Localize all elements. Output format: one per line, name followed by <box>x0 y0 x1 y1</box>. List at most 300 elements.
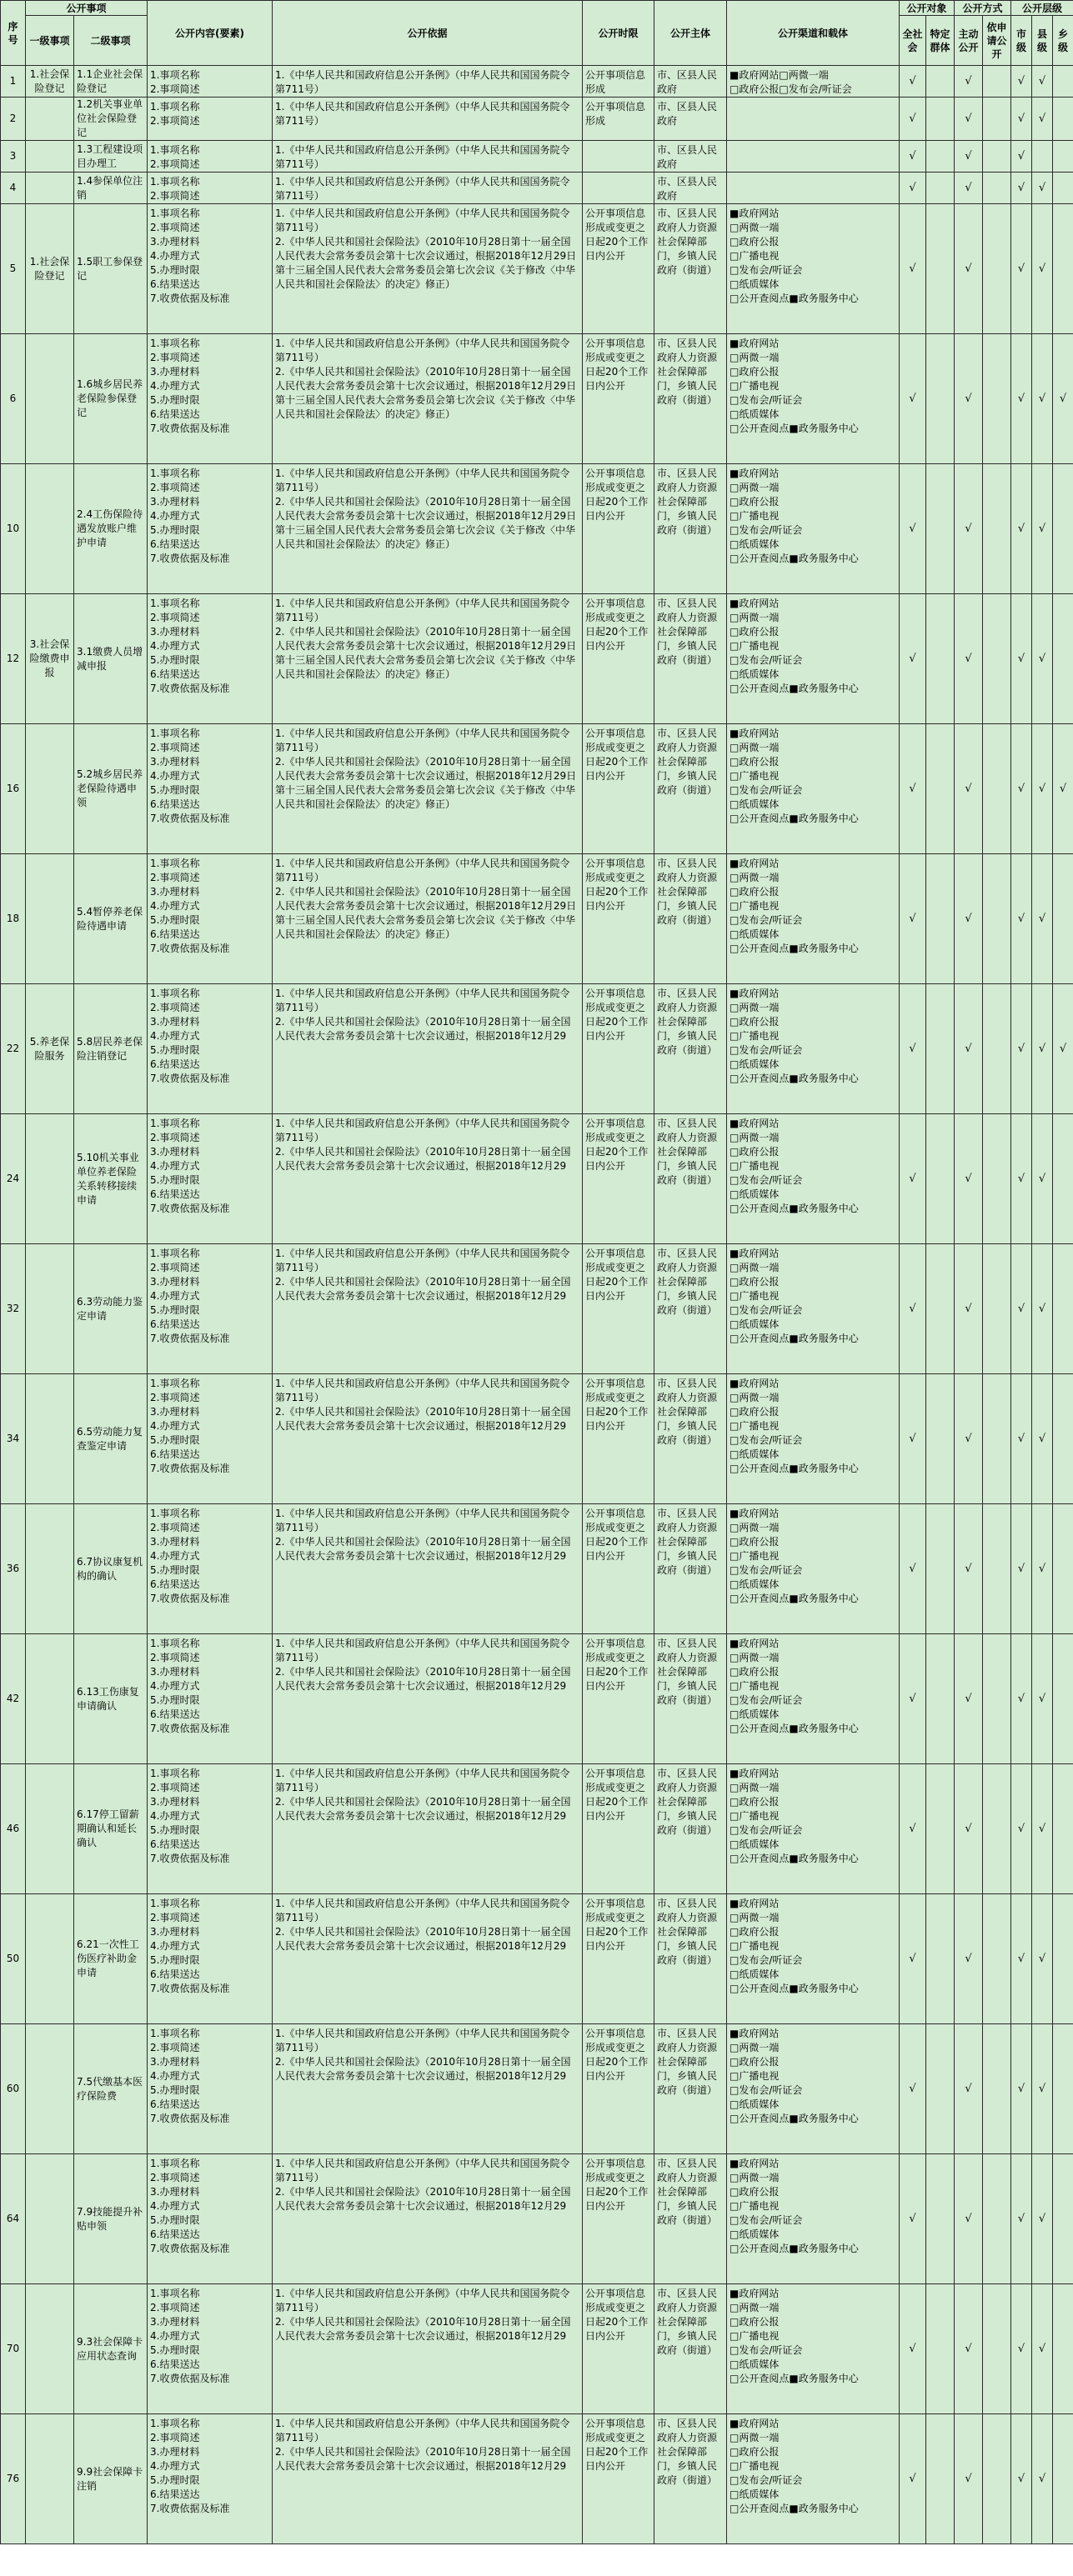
row-target-all: √ <box>900 854 926 984</box>
row-subject: 市、区县人民政府人力资源社会保障部门，乡镇人民政府（街道） <box>654 2024 727 2154</box>
row-level-city: √ <box>1011 2414 1032 2544</box>
row-level-city: √ <box>1011 724 1032 854</box>
row-target-group <box>926 2414 955 2544</box>
row-seq: 3 <box>1 141 26 173</box>
row-level1 <box>26 1114 74 1244</box>
row-target-all: √ <box>900 1114 926 1244</box>
row-method-active: √ <box>955 2414 983 2544</box>
row-method-active: √ <box>955 141 983 173</box>
row-level1 <box>26 1764 74 1894</box>
row-basis: 1.《中华人民共和国政府信息公开条例》（中华人民共和国国务院令第711号） <box>273 173 583 204</box>
row-basis: 1.《中华人民共和国政府信息公开条例》（中华人民共和国国务院令第711号） <box>273 66 583 98</box>
row-level-town <box>1053 1894 1073 2024</box>
row-target-all: √ <box>900 1374 926 1504</box>
row-time: 公开事项信息形成或变更之日起20个工作日内公开 <box>583 1244 654 1374</box>
row-method-apply <box>983 1504 1011 1634</box>
row-target-group <box>926 173 955 204</box>
row-level1 <box>26 173 74 204</box>
row-target-all: √ <box>900 1244 926 1374</box>
row-seq: 64 <box>1 2154 26 2284</box>
row-seq: 24 <box>1 1114 26 1244</box>
table-row <box>1 1374 1073 1504</box>
row-target-all: √ <box>900 204 926 334</box>
row-seq: 1 <box>1 66 26 98</box>
row-channel: ■政府网站 □两微一端 □政府公报 □广播电视 □发布会/听证会 □纸质媒体 □公开查阅点■政务服务中心 <box>727 1374 900 1504</box>
row-level1: 1.社会保险登记 <box>26 66 74 98</box>
row-content: 1.事项名称 2.事项简述 3.办理材料 4.办理方式 5.办理时限 6.结果送达 7.收费依据及标准 <box>148 1634 273 1764</box>
row-content: 1.事项名称 2.事项简述 <box>148 173 273 204</box>
row-target-all: √ <box>900 1634 926 1764</box>
row-level-city: √ <box>1011 984 1032 1114</box>
row-level1 <box>26 2414 74 2544</box>
row-content: 1.事项名称 2.事项简述 3.办理材料 4.办理方式 5.办理时限 6.结果送达 7.收费依据及标准 <box>148 724 273 854</box>
row-seq: 60 <box>1 2024 26 2154</box>
row-method-apply <box>983 854 1011 984</box>
row-basis: 1.《中华人民共和国政府信息公开条例》（中华人民共和国国务院令第711号） 2.《中华人民共和国社会保险法》（2010年10月28日第十一届全国人民代表大会常务委员会第十七次会议通过，根据2018年12月29日第十三届全国人民代表大会常务委员会第七次会议《关于修改〈中华人民共和国社会保险法〉的决定》修正） <box>273 334 583 464</box>
row-basis: 1.《中华人民共和国政府信息公开条例》（中华人民共和国国务院令第711号） 2.《中华人民共和国社会保险法》（2010年10月28日第十一届全国人民代表大会常务委员会第十七次会议通过，根据2018年12月29 <box>273 1894 583 2024</box>
row-seq: 2 <box>1 98 26 141</box>
row-subject: 市、区县人民政府人力资源社会保障部门，乡镇人民政府（街道） <box>654 204 727 334</box>
row-basis: 1.《中华人民共和国政府信息公开条例》（中华人民共和国国务院令第711号） 2.《中华人民共和国社会保险法》（2010年10月28日第十一届全国人民代表大会常务委员会第十七次会议通过，根据2018年12月29 <box>273 1764 583 1894</box>
row-level-county: √ <box>1032 724 1053 854</box>
row-level-town <box>1053 464 1073 594</box>
row-level2: 3.1缴费人员增减申报 <box>74 594 148 724</box>
row-time: 公开事项信息形成或变更之日起20个工作日内公开 <box>583 1894 654 2024</box>
row-method-apply <box>983 2284 1011 2414</box>
table-row <box>1 66 1073 98</box>
row-level-city: √ <box>1011 464 1032 594</box>
row-method-apply <box>983 1764 1011 1894</box>
row-basis: 1.《中华人民共和国政府信息公开条例》（中华人民共和国国务院令第711号） 2.《中华人民共和国社会保险法》（2010年10月28日第十一届全国人民代表大会常务委员会第十七次会议通过，根据2018年12月29 <box>273 2154 583 2284</box>
row-level-county: √ <box>1032 173 1053 204</box>
table-row <box>1 141 1073 173</box>
table-row <box>1 173 1073 204</box>
table-row <box>1 1764 1073 1894</box>
row-level-city: √ <box>1011 1634 1032 1764</box>
row-method-apply <box>983 66 1011 98</box>
header-level1: 一级事项 <box>26 16 74 66</box>
row-level-town <box>1053 2154 1073 2284</box>
row-level-city: √ <box>1011 173 1032 204</box>
row-target-all: √ <box>900 1894 926 2024</box>
row-method-apply <box>983 1244 1011 1374</box>
row-level-city: √ <box>1011 854 1032 984</box>
row-content: 1.事项名称 2.事项简述 3.办理材料 4.办理方式 5.办理时限 6.结果送达 7.收费依据及标准 <box>148 854 273 984</box>
row-time: 公开事项信息形成或变更之日起20个工作日内公开 <box>583 984 654 1114</box>
row-level-town <box>1053 2024 1073 2154</box>
row-content: 1.事项名称 2.事项简述 3.办理材料 4.办理方式 5.办理时限 6.结果送达 7.收费依据及标准 <box>148 2414 273 2544</box>
row-target-all: √ <box>900 2154 926 2284</box>
row-content: 1.事项名称 2.事项简述 <box>148 66 273 98</box>
row-target-all: √ <box>900 66 926 98</box>
row-basis: 1.《中华人民共和国政府信息公开条例》（中华人民共和国国务院令第711号） 2.《中华人民共和国社会保险法》（2010年10月28日第十一届全国人民代表大会常务委员会第十七次会议通过，根据2018年12月29日第十三届全国人民代表大会常务委员会第七次会议《关于修改〈中华人民共和国社会保险法〉的决定》修正） <box>273 724 583 854</box>
row-level-town: √ <box>1053 724 1073 854</box>
row-channel <box>727 98 900 141</box>
row-level2: 1.5职工参保登记 <box>74 204 148 334</box>
table-row <box>1 1504 1073 1634</box>
row-level-town <box>1053 854 1073 984</box>
row-level-county: √ <box>1032 984 1053 1114</box>
row-content: 1.事项名称 2.事项简述 3.办理材料 4.办理方式 5.办理时限 6.结果送达 7.收费依据及标准 <box>148 334 273 464</box>
row-method-active: √ <box>955 984 983 1114</box>
row-level1 <box>26 334 74 464</box>
row-basis: 1.《中华人民共和国政府信息公开条例》（中华人民共和国国务院令第711号） 2.《中华人民共和国社会保险法》（2010年10月28日第十一届全国人民代表大会常务委员会第十七次会议通过，根据2018年12月29 <box>273 1114 583 1244</box>
row-seq: 6 <box>1 334 26 464</box>
row-target-group <box>926 204 955 334</box>
row-channel: ■政府网站 □两微一端 □政府公报 □广播电视 □发布会/听证会 □纸质媒体 □公开查阅点■政务服务中心 <box>727 334 900 464</box>
row-time: 公开事项信息形成或变更之日起20个工作日内公开 <box>583 594 654 724</box>
row-level2: 2.4工伤保险待遇发放账户维护申请 <box>74 464 148 594</box>
row-level-city: √ <box>1011 334 1032 464</box>
row-subject: 市、区县人民政府人力资源社会保障部门，乡镇人民政府（街道） <box>654 1244 727 1374</box>
row-level-county: √ <box>1032 1634 1053 1764</box>
header-content: 公开内容(要素) <box>148 1 273 66</box>
row-method-apply <box>983 334 1011 464</box>
row-level2: 1.6城乡居民养老保险参保登记 <box>74 334 148 464</box>
row-method-active: √ <box>955 1764 983 1894</box>
row-method-active: √ <box>955 594 983 724</box>
row-target-all: √ <box>900 1504 926 1634</box>
row-target-group <box>926 2024 955 2154</box>
row-method-active: √ <box>955 173 983 204</box>
row-level-county: √ <box>1032 1894 1053 2024</box>
row-seq: 18 <box>1 854 26 984</box>
row-level-county: √ <box>1032 1764 1053 1894</box>
row-level-county: √ <box>1032 2284 1053 2414</box>
row-content: 1.事项名称 2.事项简述 3.办理材料 4.办理方式 5.办理时限 6.结果送达 7.收费依据及标准 <box>148 1244 273 1374</box>
row-target-group <box>926 1374 955 1504</box>
row-target-all: √ <box>900 2024 926 2154</box>
row-seq: 34 <box>1 1374 26 1504</box>
row-subject: 市、区县人民政府人力资源社会保障部门，乡镇人民政府（街道） <box>654 2284 727 2414</box>
row-basis: 1.《中华人民共和国政府信息公开条例》（中华人民共和国国务院令第711号） 2.《中华人民共和国社会保险法》（2010年10月28日第十一届全国人民代表大会常务委员会第十七次会议通过，根据2018年12月29 <box>273 1634 583 1764</box>
row-subject: 市、区县人民政府 <box>654 66 727 98</box>
row-basis: 1.《中华人民共和国政府信息公开条例》（中华人民共和国国务院令第711号） 2.《中华人民共和国社会保险法》（2010年10月28日第十一届全国人民代表大会常务委员会第十七次会议通过，根据2018年12月29 <box>273 1244 583 1374</box>
row-level-county: √ <box>1032 1114 1053 1244</box>
row-level-county: √ <box>1032 2024 1053 2154</box>
row-level1 <box>26 1504 74 1634</box>
row-level-county: √ <box>1032 1244 1053 1374</box>
row-method-apply <box>983 2414 1011 2544</box>
row-level1 <box>26 724 74 854</box>
row-level2: 6.7协议康复机构的确认 <box>74 1504 148 1634</box>
row-level2: 7.9技能提升补贴申领 <box>74 2154 148 2284</box>
header-public-item: 公开事项 <box>26 1 148 16</box>
row-level2: 6.21一次性工伤医疗补助金申请 <box>74 1894 148 2024</box>
row-level-town <box>1053 98 1073 141</box>
row-content: 1.事项名称 2.事项简述 3.办理材料 4.办理方式 5.办理时限 6.结果送达 7.收费依据及标准 <box>148 2154 273 2284</box>
row-level1 <box>26 141 74 173</box>
header-level2: 二级事项 <box>74 16 148 66</box>
row-time: 公开事项信息形成或变更之日起20个工作日内公开 <box>583 464 654 594</box>
row-level-county <box>1032 141 1053 173</box>
row-content: 1.事项名称 2.事项简述 3.办理材料 4.办理方式 5.办理时限 6.结果送达 7.收费依据及标准 <box>148 1374 273 1504</box>
header-seq: 序号 <box>1 1 26 66</box>
row-level-city: √ <box>1011 594 1032 724</box>
header-method: 公开方式 <box>955 1 1011 16</box>
row-method-apply <box>983 2154 1011 2284</box>
row-basis: 1.《中华人民共和国政府信息公开条例》（中华人民共和国国务院令第711号） 2.《中华人民共和国社会保险法》（2010年10月28日第十一届全国人民代表大会常务委员会第十七次会议通过，根据2018年12月29日第十三届全国人民代表大会常务委员会第七次会议《关于修改〈中华人民共和国社会保险法〉的决定》修正） <box>273 204 583 334</box>
row-subject: 市、区县人民政府人力资源社会保障部门，乡镇人民政府（街道） <box>654 1634 727 1764</box>
row-seq: 4 <box>1 173 26 204</box>
row-target-group <box>926 2154 955 2284</box>
row-subject: 市、区县人民政府人力资源社会保障部门，乡镇人民政府（街道） <box>654 2154 727 2284</box>
row-content: 1.事项名称 2.事项简述 3.办理材料 4.办理方式 5.办理时限 6.结果送达 7.收费依据及标准 <box>148 1114 273 1244</box>
row-level-city: √ <box>1011 66 1032 98</box>
row-method-apply <box>983 1374 1011 1504</box>
row-channel: ■政府网站 □两微一端 □政府公报 □广播电视 □发布会/听证会 □纸质媒体 □公开查阅点■政务服务中心 <box>727 984 900 1114</box>
row-target-all: √ <box>900 724 926 854</box>
row-channel: ■政府网站 □两微一端 □政府公报 □广播电视 □发布会/听证会 □纸质媒体 □公开查阅点■政务服务中心 <box>727 2024 900 2154</box>
row-time: 公开事项信息形成或变更之日起20个工作日内公开 <box>583 1114 654 1244</box>
row-method-active: √ <box>955 464 983 594</box>
row-method-active: √ <box>955 2284 983 2414</box>
row-target-group <box>926 724 955 854</box>
header-level: 公开层级 <box>1011 1 1073 16</box>
row-level-county: √ <box>1032 66 1053 98</box>
header-method-active: 主动公开 <box>955 16 983 66</box>
row-method-apply <box>983 204 1011 334</box>
header-target: 公开对象 <box>900 1 955 16</box>
row-target-all: √ <box>900 1764 926 1894</box>
row-target-all: √ <box>900 334 926 464</box>
row-seq: 12 <box>1 594 26 724</box>
row-target-all: √ <box>900 98 926 141</box>
row-method-active: √ <box>955 1374 983 1504</box>
row-time <box>583 141 654 173</box>
row-level2: 1.4参保单位注销 <box>74 173 148 204</box>
row-target-group <box>926 141 955 173</box>
row-target-all: √ <box>900 2414 926 2544</box>
row-basis: 1.《中华人民共和国政府信息公开条例》（中华人民共和国国务院令第711号） 2.《中华人民共和国社会保险法》（2010年10月28日第十一届全国人民代表大会常务委员会第十七次会议通过，根据2018年12月29 <box>273 984 583 1114</box>
row-channel: ■政府网站 □两微一端 □政府公报 □广播电视 □发布会/听证会 □纸质媒体 □公开查阅点■政务服务中心 <box>727 594 900 724</box>
table-row <box>1 2284 1073 2414</box>
row-channel: ■政府网站 □两微一端 □政府公报 □广播电视 □发布会/听证会 □纸质媒体 □公开查阅点■政务服务中心 <box>727 1764 900 1894</box>
row-level-county: √ <box>1032 204 1053 334</box>
row-time: 公开事项信息形成 <box>583 66 654 98</box>
row-subject: 市、区县人民政府人力资源社会保障部门，乡镇人民政府（街道） <box>654 334 727 464</box>
row-channel: ■政府网站 □两微一端 □政府公报 □广播电视 □发布会/听证会 □纸质媒体 □公开查阅点■政务服务中心 <box>727 1114 900 1244</box>
header-time: 公开时限 <box>583 1 654 66</box>
row-level1 <box>26 2024 74 2154</box>
row-method-apply <box>983 1894 1011 2024</box>
header-basis: 公开依据 <box>273 1 583 66</box>
table-row <box>1 204 1073 334</box>
row-level2: 1.1企业社会保险登记 <box>74 66 148 98</box>
row-level1 <box>26 98 74 141</box>
header-level-town: 乡级 <box>1053 16 1073 66</box>
row-level1 <box>26 464 74 594</box>
row-target-all: √ <box>900 2284 926 2414</box>
row-level1 <box>26 2154 74 2284</box>
row-target-group <box>926 1244 955 1374</box>
table-row <box>1 2024 1073 2154</box>
row-method-active: √ <box>955 1894 983 2024</box>
row-level2: 6.17停工留薪期确认和延长确认 <box>74 1764 148 1894</box>
row-level-city: √ <box>1011 1244 1032 1374</box>
row-content: 1.事项名称 2.事项简述 3.办理材料 4.办理方式 5.办理时限 6.结果送达 7.收费依据及标准 <box>148 984 273 1114</box>
row-method-active: √ <box>955 98 983 141</box>
row-target-all: √ <box>900 173 926 204</box>
row-level-city: √ <box>1011 98 1032 141</box>
row-level-town <box>1053 141 1073 173</box>
row-method-active: √ <box>955 66 983 98</box>
row-subject: 市、区县人民政府人力资源社会保障部门，乡镇人民政府（街道） <box>654 1894 727 2024</box>
row-seq: 16 <box>1 724 26 854</box>
table-row <box>1 2414 1073 2544</box>
row-level2: 5.10机关事业单位养老保险关系转移接续申请 <box>74 1114 148 1244</box>
row-target-group <box>926 1114 955 1244</box>
row-time: 公开事项信息形成或变更之日起20个工作日内公开 <box>583 2024 654 2154</box>
row-target-group <box>926 984 955 1114</box>
row-level-city: √ <box>1011 1374 1032 1504</box>
row-time: 公开事项信息形成或变更之日起20个工作日内公开 <box>583 2284 654 2414</box>
row-target-group <box>926 1894 955 2024</box>
row-level-city: √ <box>1011 204 1032 334</box>
row-content: 1.事项名称 2.事项简述 3.办理材料 4.办理方式 5.办理时限 6.结果送达 7.收费依据及标准 <box>148 204 273 334</box>
table-row <box>1 464 1073 594</box>
row-content: 1.事项名称 2.事项简述 3.办理材料 4.办理方式 5.办理时限 6.结果送达 7.收费依据及标准 <box>148 1504 273 1634</box>
row-level-county: √ <box>1032 594 1053 724</box>
row-time: 公开事项信息形成或变更之日起20个工作日内公开 <box>583 1634 654 1764</box>
row-method-active: √ <box>955 204 983 334</box>
row-target-all: √ <box>900 984 926 1114</box>
row-target-group <box>926 594 955 724</box>
row-level1 <box>26 1634 74 1764</box>
row-subject: 市、区县人民政府 <box>654 141 727 173</box>
row-level2: 5.4暂停养老保险待遇申请 <box>74 854 148 984</box>
header-level-city: 市级 <box>1011 16 1032 66</box>
row-subject: 市、区县人民政府人力资源社会保障部门，乡镇人民政府（街道） <box>654 594 727 724</box>
row-channel: ■政府网站 □两微一端 □政府公报 □广播电视 □发布会/听证会 □纸质媒体 □公开查阅点■政务服务中心 <box>727 2414 900 2544</box>
row-target-group <box>926 66 955 98</box>
row-target-group <box>926 1504 955 1634</box>
row-basis: 1.《中华人民共和国政府信息公开条例》（中华人民共和国国务院令第711号） 2.《中华人民共和国社会保险法》（2010年10月28日第十一届全国人民代表大会常务委员会第十七次会议通过，根据2018年12月29日第十三届全国人民代表大会常务委员会第七次会议《关于修改〈中华人民共和国社会保险法〉的决定》修正） <box>273 464 583 594</box>
row-level2: 6.13工伤康复申请确认 <box>74 1634 148 1764</box>
row-target-group <box>926 2284 955 2414</box>
row-seq: 5 <box>1 204 26 334</box>
row-level2: 1.2机关事业单位社会保险登记 <box>74 98 148 141</box>
row-target-group <box>926 1764 955 1894</box>
row-level-town <box>1053 2284 1073 2414</box>
table-row <box>1 1244 1073 1374</box>
row-time: 公开事项信息形成或变更之日起20个工作日内公开 <box>583 2414 654 2544</box>
header-level-county: 县级 <box>1032 16 1053 66</box>
row-target-group <box>926 334 955 464</box>
table-row <box>1 854 1073 984</box>
row-content: 1.事项名称 2.事项简述 3.办理材料 4.办理方式 5.办理时限 6.结果送达 7.收费依据及标准 <box>148 1764 273 1894</box>
row-channel: ■政府网站 □两微一端 □政府公报 □广播电视 □发布会/听证会 □纸质媒体 □公开查阅点■政务服务中心 <box>727 2154 900 2284</box>
row-channel: ■政府网站 □两微一端 □政府公报 □广播电视 □发布会/听证会 □纸质媒体 □公开查阅点■政务服务中心 <box>727 464 900 594</box>
row-basis: 1.《中华人民共和国政府信息公开条例》（中华人民共和国国务院令第711号） 2.《中华人民共和国社会保险法》（2010年10月28日第十一届全国人民代表大会常务委员会第十七次会议通过，根据2018年12月29 <box>273 1374 583 1504</box>
row-level-city: √ <box>1011 1504 1032 1634</box>
row-method-apply <box>983 173 1011 204</box>
row-level2: 9.3社会保障卡应用状态查询 <box>74 2284 148 2414</box>
row-level-city: √ <box>1011 2154 1032 2284</box>
row-target-all: √ <box>900 594 926 724</box>
row-level1: 3.社会保险缴费申报 <box>26 594 74 724</box>
table-body <box>1 66 1073 2544</box>
row-channel: ■政府网站 □两微一端 □政府公报 □广播电视 □发布会/听证会 □纸质媒体 □公开查阅点■政务服务中心 <box>727 854 900 984</box>
row-channel: ■政府网站 □两微一端 □政府公报 □广播电视 □发布会/听证会 □纸质媒体 □公开查阅点■政务服务中心 <box>727 2284 900 2414</box>
header-method-apply: 依申请公开 <box>983 16 1011 66</box>
row-seq: 70 <box>1 2284 26 2414</box>
row-level-town <box>1053 1764 1073 1894</box>
table-row <box>1 98 1073 141</box>
row-channel <box>727 141 900 173</box>
table-row <box>1 984 1073 1114</box>
row-seq: 22 <box>1 984 26 1114</box>
row-method-apply <box>983 141 1011 173</box>
row-time: 公开事项信息形成或变更之日起20个工作日内公开 <box>583 1764 654 1894</box>
table-row <box>1 334 1073 464</box>
row-level1: 5.养老保险服务 <box>26 984 74 1114</box>
row-method-apply <box>983 98 1011 141</box>
row-level-town <box>1053 1114 1073 1244</box>
row-level-town <box>1053 1504 1073 1634</box>
row-basis: 1.《中华人民共和国政府信息公开条例》（中华人民共和国国务院令第711号） 2.《中华人民共和国社会保险法》（2010年10月28日第十一届全国人民代表大会常务委员会第十七次会议通过，根据2018年12月29日第十三届全国人民代表大会常务委员会第七次会议《关于修改〈中华人民共和国社会保险法〉的决定》修正） <box>273 594 583 724</box>
row-method-active: √ <box>955 724 983 854</box>
row-time: 公开事项信息形成或变更之日起20个工作日内公开 <box>583 1374 654 1504</box>
row-target-all: √ <box>900 464 926 594</box>
row-target-all: √ <box>900 141 926 173</box>
row-level1 <box>26 854 74 984</box>
row-level-town: √ <box>1053 334 1073 464</box>
table-row <box>1 1114 1073 1244</box>
row-time: 公开事项信息形成或变更之日起20个工作日内公开 <box>583 204 654 334</box>
row-level2: 6.3劳动能力鉴定申请 <box>74 1244 148 1374</box>
row-level2: 5.2城乡居民养老保险待遇申领 <box>74 724 148 854</box>
row-level-town <box>1053 1634 1073 1764</box>
row-level2: 7.5代缴基本医疗保险费 <box>74 2024 148 2154</box>
row-channel <box>727 173 900 204</box>
row-seq: 36 <box>1 1504 26 1634</box>
row-method-active: √ <box>955 1504 983 1634</box>
header-channel: 公开渠道和载体 <box>727 1 900 66</box>
row-level1 <box>26 2284 74 2414</box>
row-basis: 1.《中华人民共和国政府信息公开条例》（中华人民共和国国务院令第711号） 2.《中华人民共和国社会保险法》（2010年10月28日第十一届全国人民代表大会常务委员会第十七次会议通过，根据2018年12月29 <box>273 1504 583 1634</box>
table-row <box>1 1634 1073 1764</box>
row-time: 公开事项信息形成或变更之日起20个工作日内公开 <box>583 2154 654 2284</box>
row-time: 公开事项信息形成或变更之日起20个工作日内公开 <box>583 724 654 854</box>
row-level-county: √ <box>1032 854 1053 984</box>
row-level-county: √ <box>1032 334 1053 464</box>
row-level-town <box>1053 2414 1073 2544</box>
table-row <box>1 594 1073 724</box>
header-target-all: 全社会 <box>900 16 926 66</box>
row-subject: 市、区县人民政府 <box>654 173 727 204</box>
row-seq: 10 <box>1 464 26 594</box>
row-channel: ■政府网站 □两微一端 □政府公报 □广播电视 □发布会/听证会 □纸质媒体 □公开查阅点■政务服务中心 <box>727 1244 900 1374</box>
row-subject: 市、区县人民政府人力资源社会保障部门，乡镇人民政府（街道） <box>654 984 727 1114</box>
row-subject: 市、区县人民政府人力资源社会保障部门，乡镇人民政府（街道） <box>654 854 727 984</box>
row-subject: 市、区县人民政府人力资源社会保障部门，乡镇人民政府（街道） <box>654 464 727 594</box>
header-subject: 公开主体 <box>654 1 727 66</box>
row-seq: 32 <box>1 1244 26 1374</box>
row-method-apply <box>983 1634 1011 1764</box>
table-row <box>1 1894 1073 2024</box>
row-level-town <box>1053 1244 1073 1374</box>
row-level-county: √ <box>1032 1374 1053 1504</box>
header-target-group: 特定群体 <box>926 16 955 66</box>
row-level-town <box>1053 66 1073 98</box>
row-channel: ■政府网站 □两微一端 □政府公报 □广播电视 □发布会/听证会 □纸质媒体 □公开查阅点■政务服务中心 <box>727 1634 900 1764</box>
row-channel: ■政府网站 □两微一端 □政府公报 □广播电视 □发布会/听证会 □纸质媒体 □公开查阅点■政务服务中心 <box>727 1894 900 2024</box>
row-basis: 1.《中华人民共和国政府信息公开条例》（中华人民共和国国务院令第711号） 2.《中华人民共和国社会保险法》（2010年10月28日第十一届全国人民代表大会常务委员会第十七次会议通过，根据2018年12月29日第十三届全国人民代表大会常务委员会第七次会议《关于修改〈中华人民共和国社会保险法〉的决定》修正） <box>273 854 583 984</box>
row-level-town: √ <box>1053 984 1073 1114</box>
row-level1 <box>26 1244 74 1374</box>
row-level-city: √ <box>1011 1764 1032 1894</box>
